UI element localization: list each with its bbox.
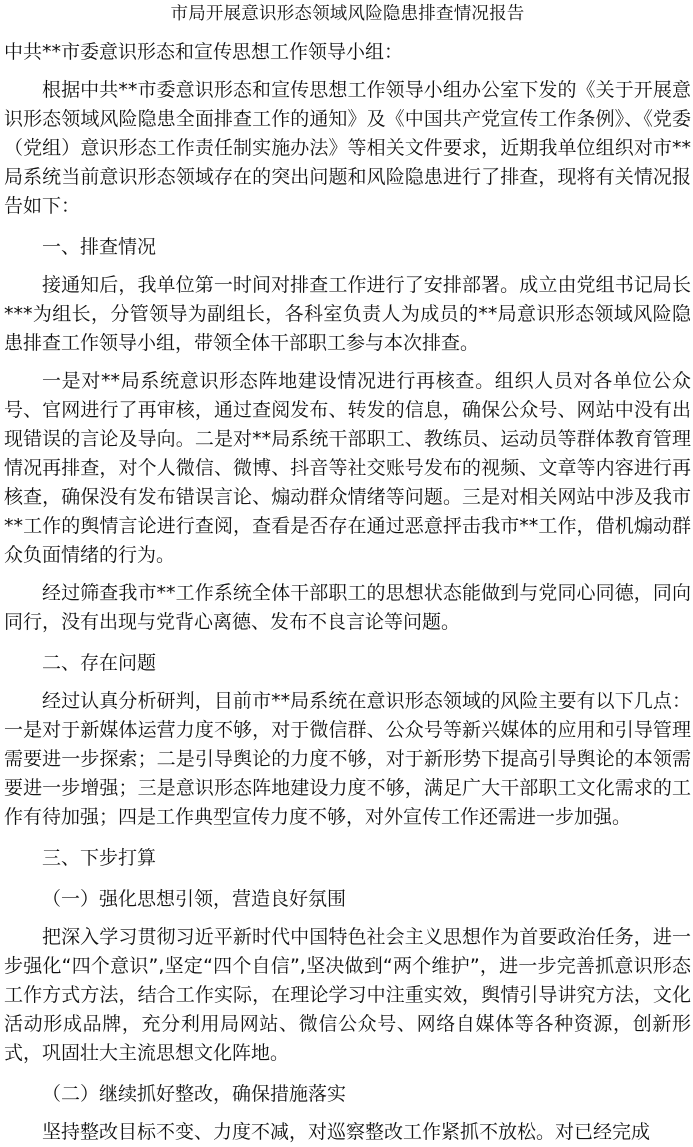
intro-paragraph: 根据中共**市委意识形态和宣传思想工作领导小组办公室下发的《关于开展意识形态领域风险隐患全面排查工作的通知》及《中国共产党宣传工作条例》、《党委（党组）意识形态工作责任制实施办法》等相关文件要求，近期我单位组织对市**局系统当前意识形态领域存在的突出问题和风险隐患进行了排查，现将有关情况报告如下：	[4, 79, 691, 217]
section-2-paragraph-1: 经过认真分析研判，目前市**局系统在意识形态领域的风险主要有以下几点：一是对于新媒体运营力度不够，对于微信群、公众号等新兴媒体的应用和引导管理需要进一步探索；二是引导舆论的力度不够，对于新形势下提高引导舆论的本领需要进一步增强；三是意识形态阵地建设力度不够，满足广大干部职工文化需求的工作有待加强；四是工作典型宣传力度不够，对外宣传工作还需进一步加强。	[4, 690, 691, 828]
section-1-paragraph-3: 经过筛查我市**工作系统全体干部职工的思想状态能做到与党同心同德，同向同行，没有出现与党背心离德、发布不良言论等问题。	[4, 582, 691, 633]
section-1-paragraph-1: 接通知后，我单位第一时间对排查工作进行了安排部署。成立由党组书记局长***为组长，分管领导为副组长，各科室负责人为成员的**局意识形态领域风险隐患排查工作领导小组，带领全体干部职工参与本次排查。	[4, 274, 691, 354]
section-3-sub-2-paragraph: 坚持整改目标不变、力度不减，对巡察整改工作紧抓不放松。对已经完成	[42, 1121, 651, 1143]
addressee-line: 中共**市委意识形态和宣传思想工作领导小组：	[4, 41, 404, 63]
section-3-heading: 三、下步打算	[42, 847, 157, 869]
section-1-paragraph-2: 一是对**局系统意识形态阵地建设情况进行再核查。组织人员对各单位公众号、官网进行了再审核，通过查阅发布、转发的信息，确保公众号、网站中没有出现错误的言论及导向。二是对**局系统干部职工、教练员、运动员等群体教育管理情况再排查，对个人微信、微博、抖音等社交账号发布的视频、文章等内容进行再核查，确保没有发布错误言论、煽动群众情绪等问题。三是对相关网站中涉及我市**工作的舆情言论进行查阅，查看是否存在通过恶意抨击我市**工作，借机煽动群众负面情绪的行为。	[4, 370, 691, 566]
section-3-sub-1-paragraph: 把深入学习贯彻习近平新时代中国特色社会主义思想作为首要政治任务，进一步强化“四个意识”,坚定“四个自信”,坚决做到“两个维护”，进一步完善抓意识形态工作方式方法，结合工作实际，在理论学习中注重实效，舆情引导讲究方法，文化活动形成品牌，充分利用局网站、微信公众号、网络自媒体等各种资源，创新形式，巩固壮大主流思想文化阵地。	[4, 926, 691, 1064]
section-2-heading: 二、存在问题	[42, 652, 157, 674]
section-3-sub-2-heading: （二）继续抓好整改，确保措施落实	[42, 1083, 347, 1105]
document-title: 市局开展意识形态领域风险隐患排查情况报告	[170, 4, 525, 24]
section-1-heading: 一、排查情况	[42, 236, 157, 258]
section-3-sub-1-heading: （一）强化思想引领，营造良好氛围	[42, 888, 347, 910]
